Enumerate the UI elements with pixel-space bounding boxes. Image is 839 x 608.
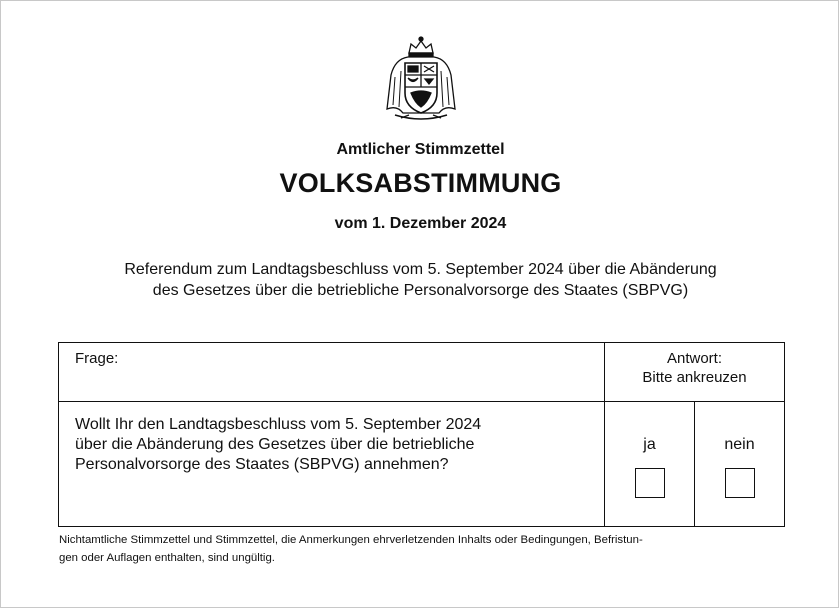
footnote-line: gen oder Auflagen enthalten, sind ungültig. [59,552,275,564]
vote-date: vom 1. Dezember 2024 [334,215,507,232]
referendum-line: Referendum zum Landtagsbeschluss vom 5. September 2024 über die Abänderung [124,261,717,278]
coat-of-arms-icon [381,35,461,123]
ja-checkbox[interactable] [635,468,665,498]
answer-header-line: Bitte ankreuzen [642,369,747,386]
question-line: Wollt Ihr den Landtagsbeschluss vom 5. September 2024 [75,416,482,433]
nein-checkbox[interactable] [725,468,755,498]
referendum-line: des Gesetzes über die betriebliche Personalvorsorge des Staates (SBPVG) [152,282,689,299]
choice-ja [605,402,695,527]
referendum-description [1,259,839,301]
ballot-subtitle: Amtlicher Stimmzettel [336,141,505,158]
answer-header [605,343,785,402]
question-header: Frage: [59,343,605,402]
choice-nein [695,402,785,527]
question-text [59,402,605,527]
choice-nein-label: nein [724,436,755,453]
question-line: über die Abänderung des Gesetzes über die betriebliche [75,436,475,453]
choice-ja-label: ja [643,436,656,453]
question-line: Personalvorsorge des Staates (SBPVG) annehmen? [75,456,449,473]
answer-header-line: Antwort: [666,350,723,367]
ballot-question-table [58,342,785,527]
ballot-title: VOLKSABSTIMMUNG [279,168,562,198]
footnote-line: Nichtamtliche Stimmzettel und Stimmzettel, die Anmerkungen ehrverletzenden Inhalts oder Bedingungen, Befristun- [59,534,643,546]
validity-footnote [59,531,787,567]
